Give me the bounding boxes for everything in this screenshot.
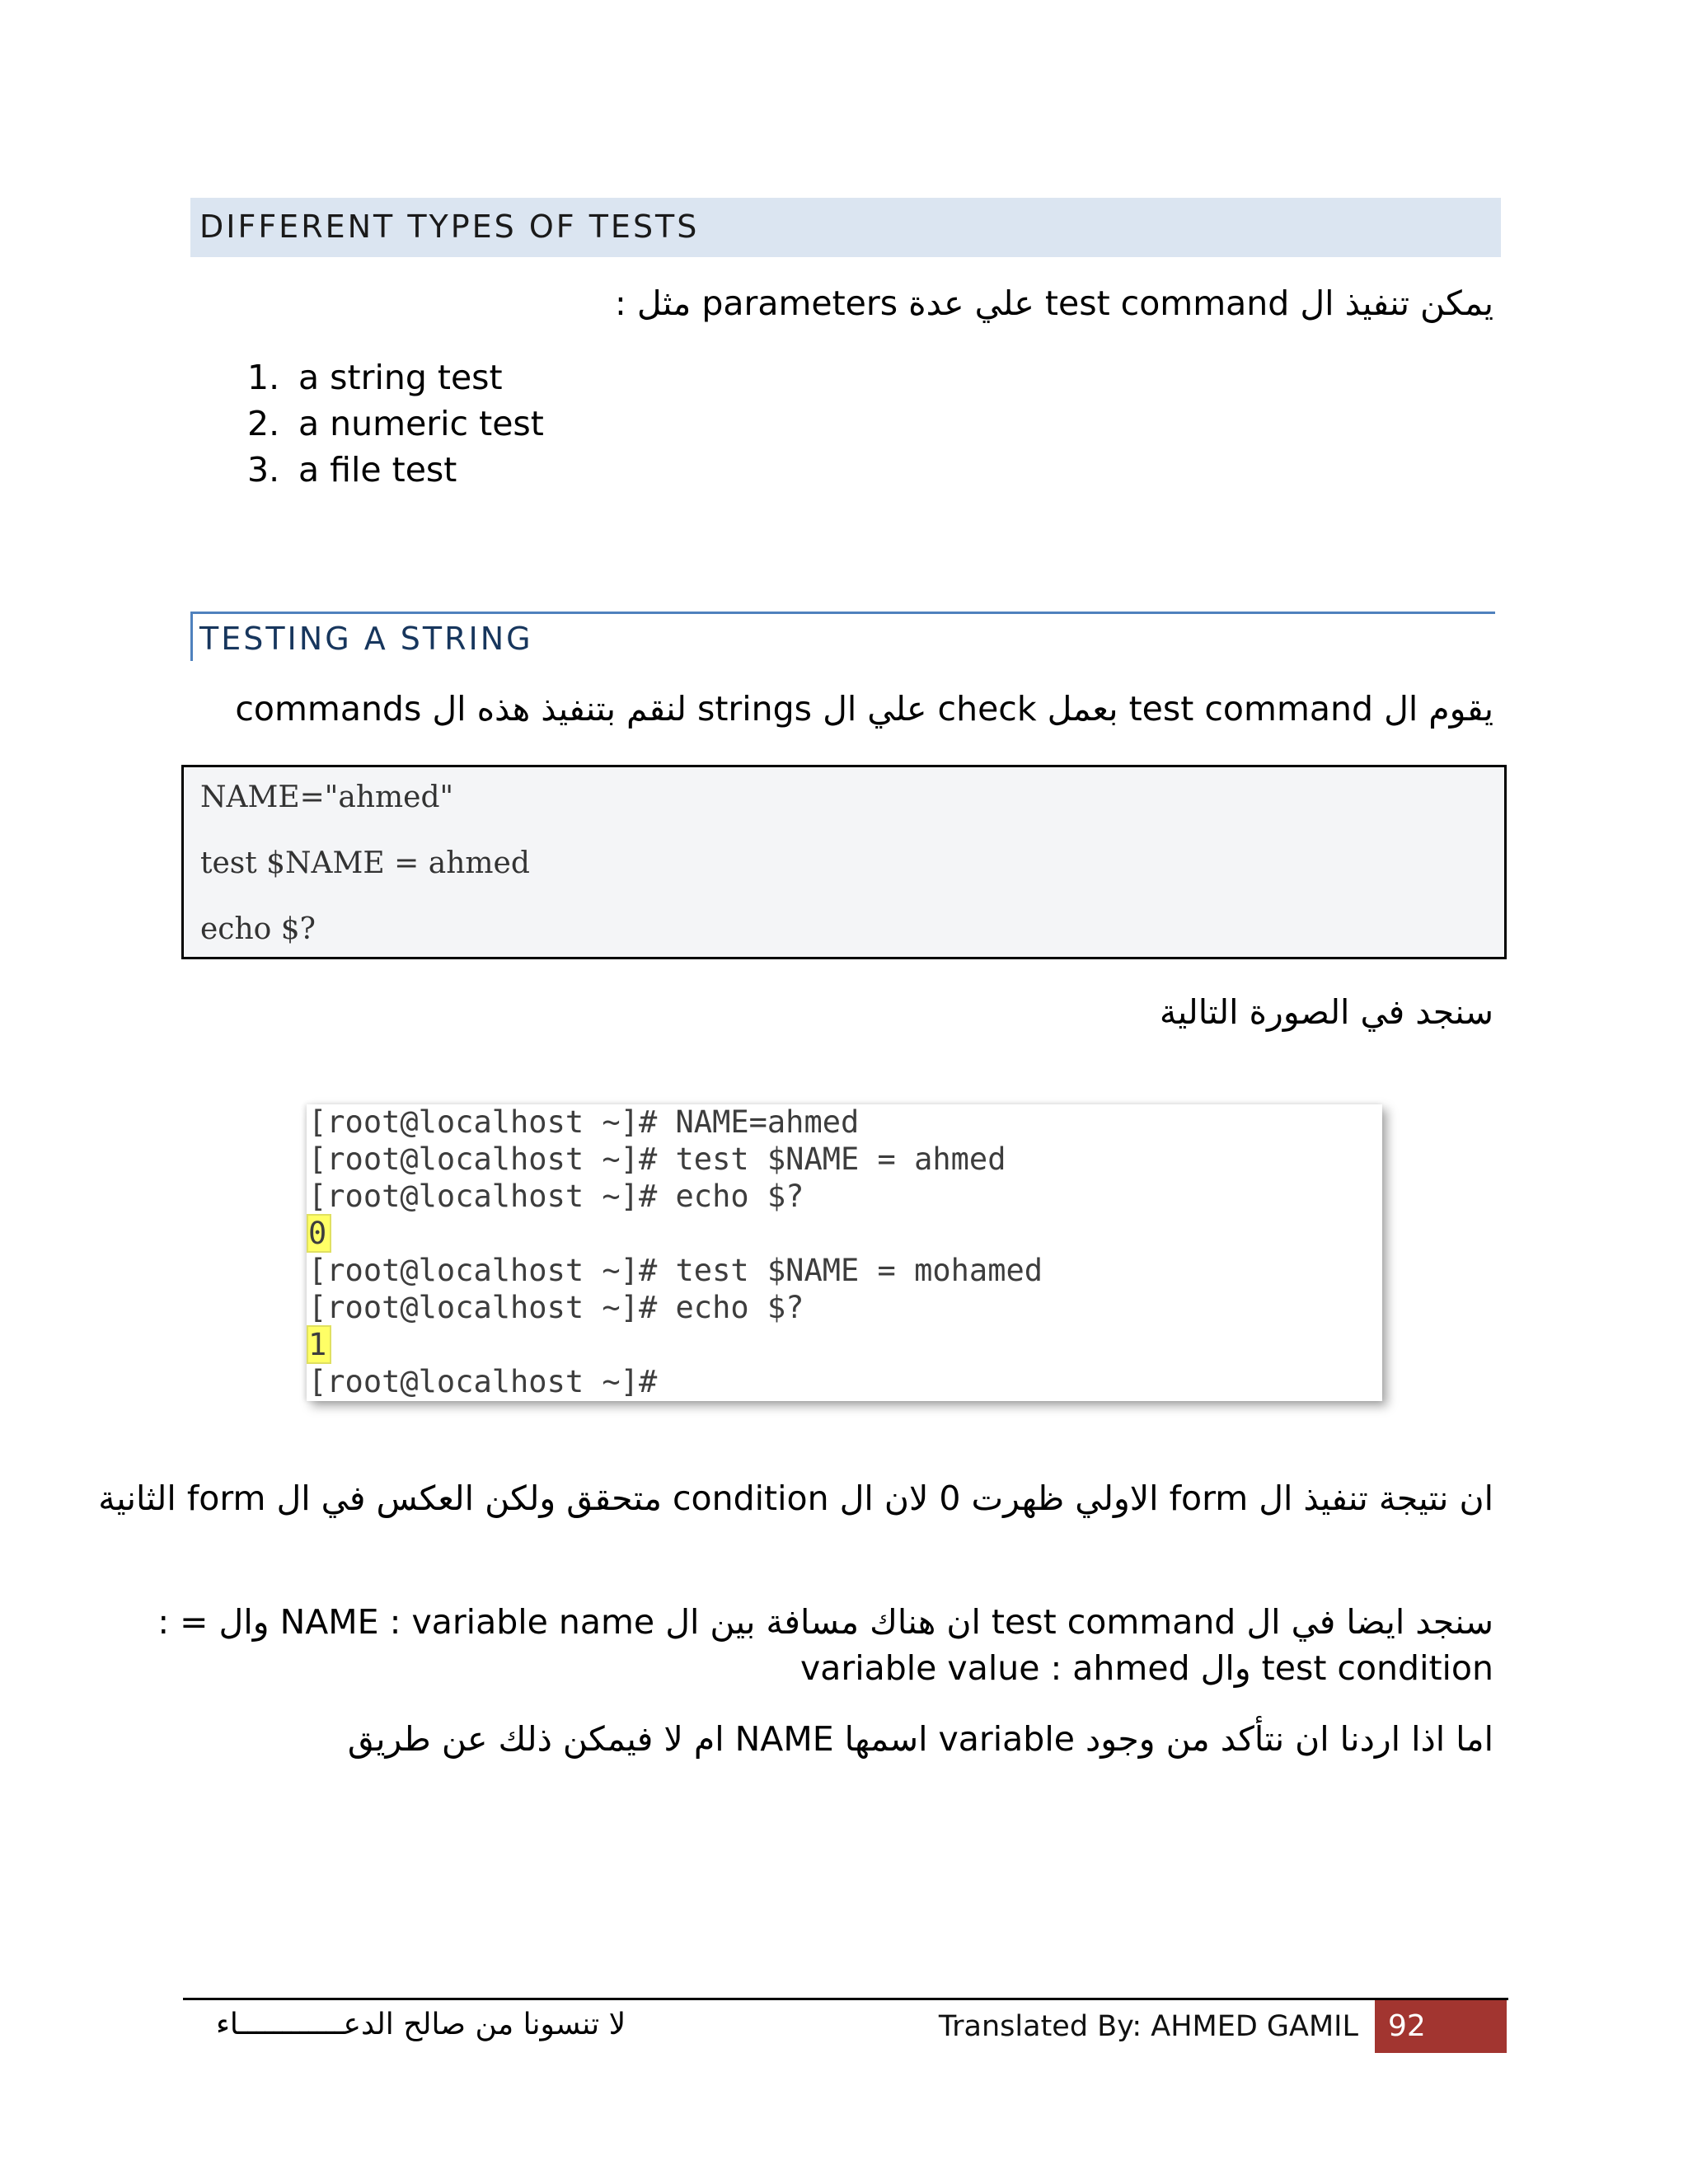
code-line: NAME="ahmed" bbox=[200, 780, 454, 814]
terminal-output-highlight: 0 bbox=[308, 1216, 330, 1251]
code-block bbox=[181, 765, 1507, 959]
terminal-output-highlight: 1 bbox=[308, 1327, 330, 1362]
footer-dua: لا تنسونا من صالح الدعــــــــــــاء bbox=[216, 2008, 626, 2041]
code-line: test $NAME = ahmed bbox=[200, 846, 530, 880]
page-number: 92 bbox=[1375, 2000, 1507, 2053]
section-divider bbox=[190, 612, 1495, 614]
terminal-screenshot bbox=[307, 1104, 1382, 1401]
terminal-line: [root@localhost ~]# test $NAME = ahmed bbox=[308, 1141, 1006, 1177]
terminal-line: [root@localhost ~]# test $NAME = mohamed bbox=[308, 1253, 1043, 1288]
intro-paragraph: يمكن تنفيذ ال test command علي عدة parameters مثل : bbox=[615, 284, 1493, 323]
terminal-line: [root@localhost ~]# bbox=[308, 1364, 658, 1399]
list-item: 3. a file test bbox=[247, 450, 457, 490]
section-heading-tests: DIFFERENT TYPES OF TESTS bbox=[199, 209, 700, 245]
code-line: echo $? bbox=[200, 912, 316, 946]
explanation-paragraph: اما اذا اردنا ان نتأكد من وجود variable اسمها NAME ام لا فيمكن ذلك عن طريق bbox=[347, 1719, 1493, 1759]
section-divider-tick bbox=[190, 612, 193, 661]
footer-credit: Translated By: AHMED GAMIL bbox=[938, 2010, 1358, 2043]
terminal-line: [root@localhost ~]# NAME=ahmed bbox=[308, 1104, 860, 1140]
see-next-paragraph: سنجد في الصورة التالية bbox=[1159, 992, 1493, 1032]
footer-divider bbox=[183, 1998, 1508, 2000]
test-types-list bbox=[247, 354, 544, 493]
list-item: 2. a numeric test bbox=[247, 404, 544, 443]
explanation-paragraph: سنجد ايضا في ال test command ان هناك مسافة بين ال NAME : variable name وال = : test condition وال variable value : ahmed bbox=[157, 1602, 1493, 1688]
string-intro-paragraph: يقوم ال test command بعمل check علي ال strings لنقم بتنفيذ هذه ال commands bbox=[235, 689, 1493, 729]
terminal-line: [root@localhost ~]# echo $? bbox=[308, 1179, 804, 1214]
section-heading-string: TESTING A STRING bbox=[199, 621, 533, 657]
list-item: 1. a string test bbox=[247, 358, 503, 397]
explanation-paragraph: ان نتيجة تنفيذ ال form الاولي ظهرت 0 لان ال condition متحقق ولكن العكس في ال form الثانية bbox=[98, 1479, 1493, 1518]
terminal-line: [root@localhost ~]# echo $? bbox=[308, 1290, 804, 1325]
